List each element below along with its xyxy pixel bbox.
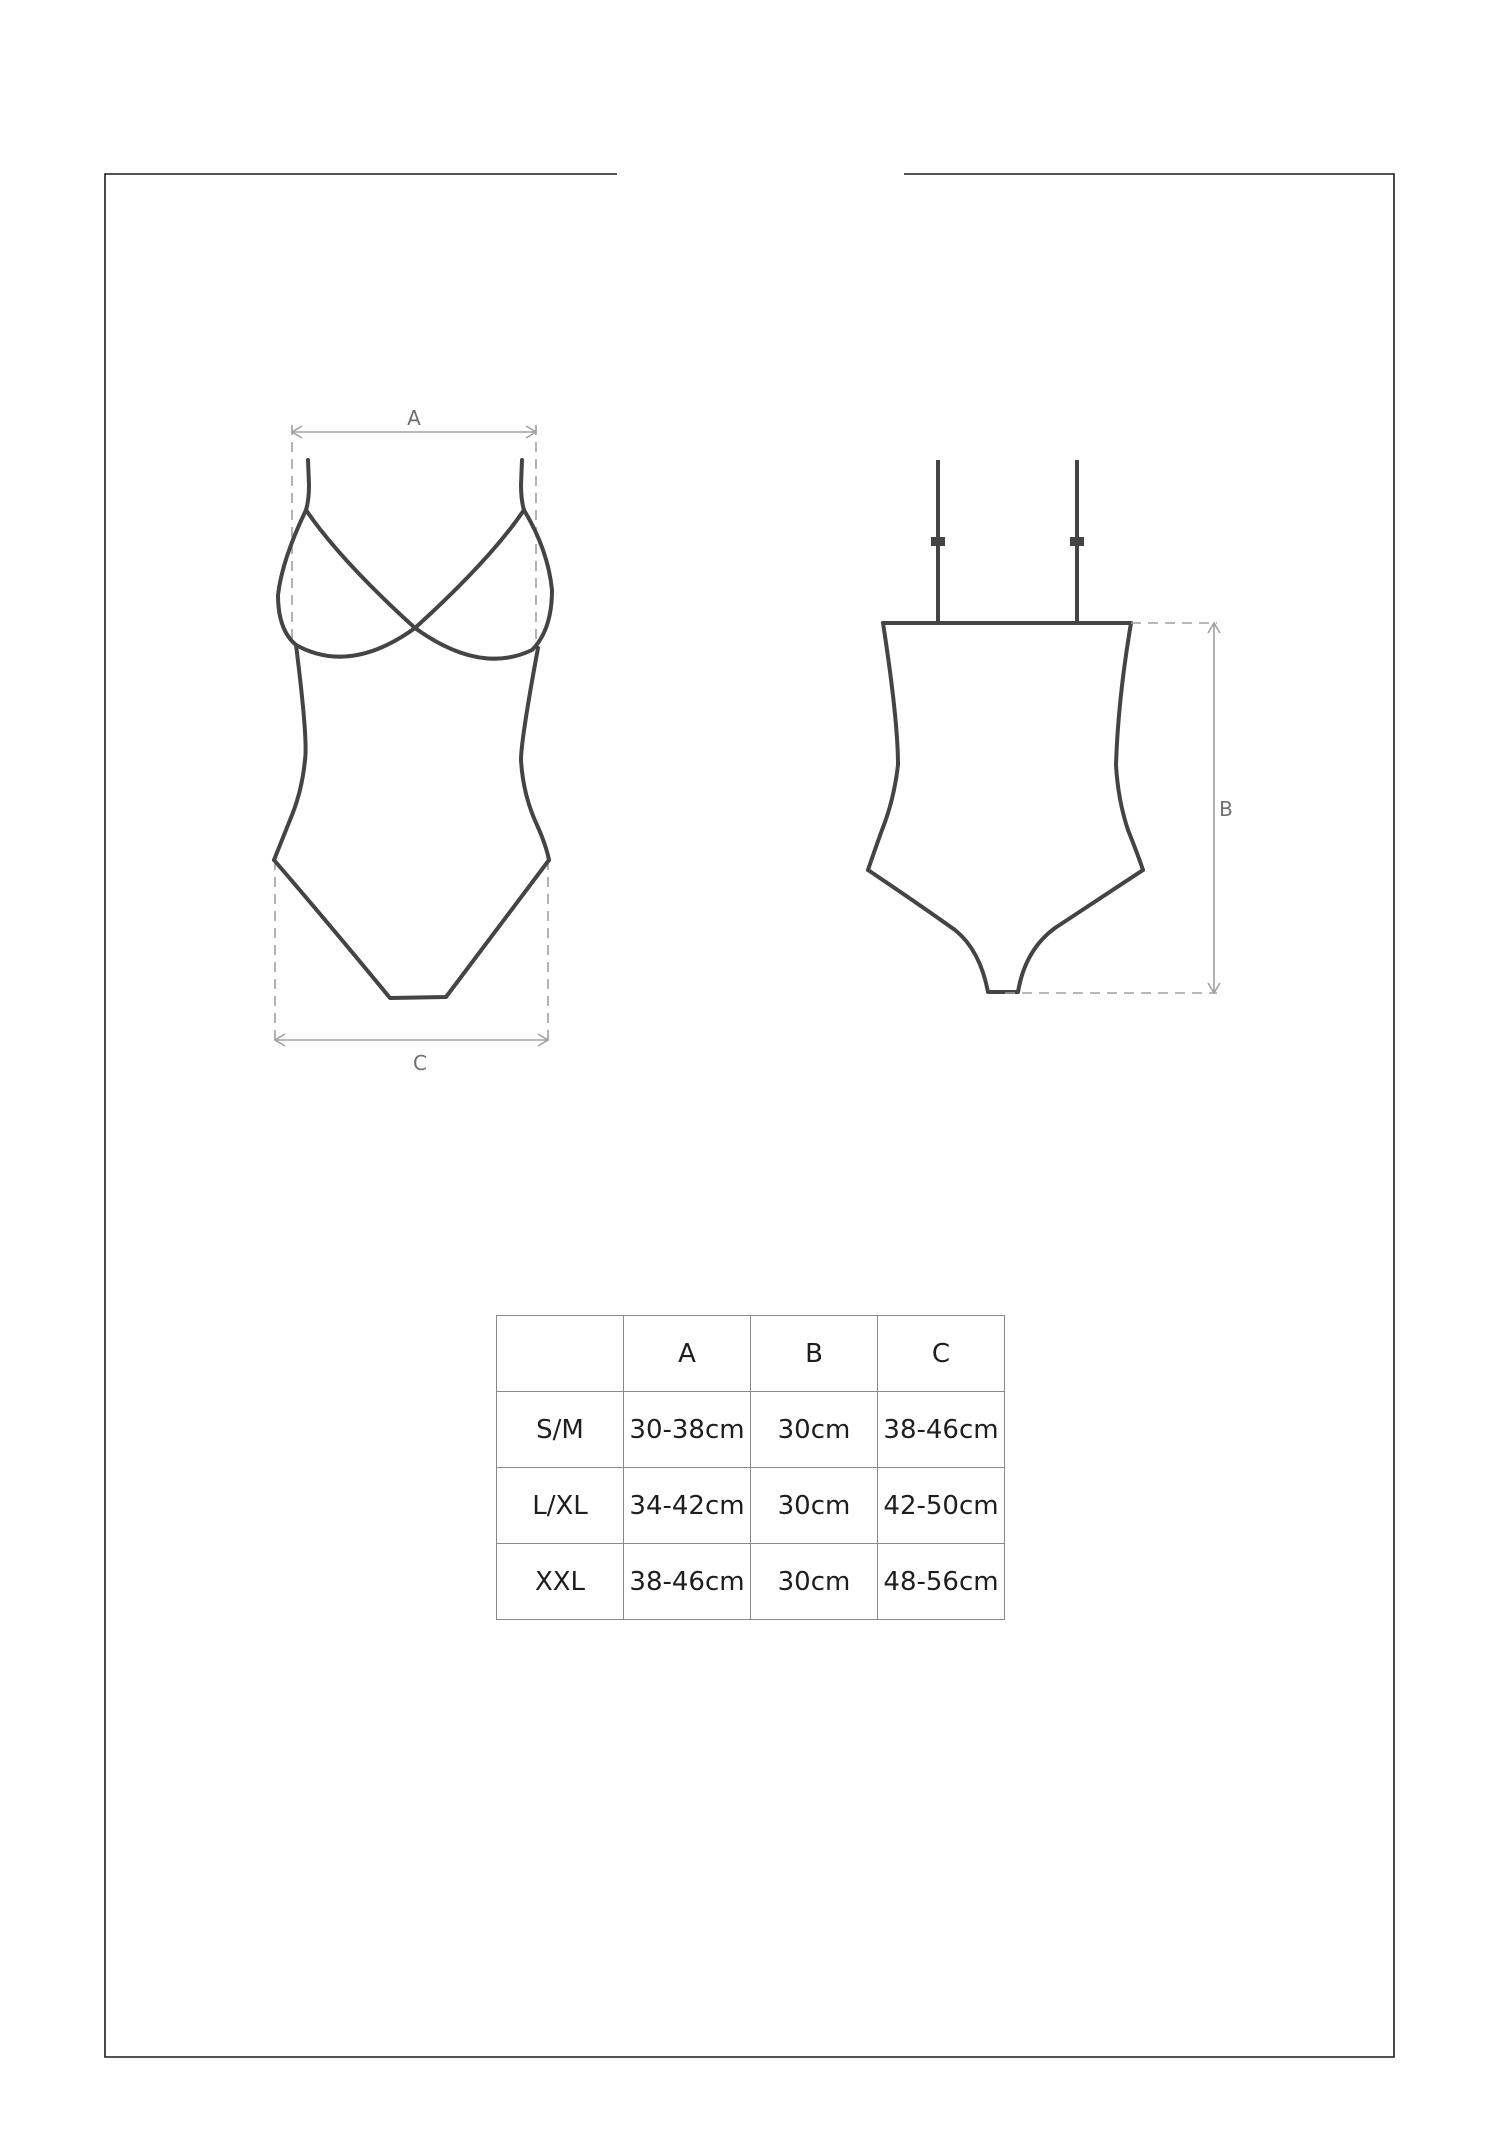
table-header-cell: B [751,1316,878,1392]
table-cell: 38-46cm [624,1544,751,1620]
table-cell: 30cm [751,1392,878,1468]
label-b: B [1219,797,1233,821]
table-cell: 48-56cm [878,1544,1005,1620]
table-cell: 42-50cm [878,1468,1005,1544]
dimension-c [275,860,548,1046]
table-row [497,1392,1005,1468]
table-header-cell [497,1316,624,1392]
table-row [497,1468,1005,1544]
front-view-bodysuit [274,406,552,1075]
dimension-a [292,425,536,640]
back-view-bodysuit [868,460,1233,993]
table-cell: 34-42cm [624,1468,751,1544]
size-chart-table [496,1315,1005,1620]
dimension-b [1005,623,1220,993]
size-cell: XXL [497,1544,624,1620]
table-cell: 30cm [751,1544,878,1620]
back-straps [938,460,1077,623]
back-outline [868,623,1143,992]
table-cell: 30cm [751,1468,878,1544]
size-cell: S/M [497,1392,624,1468]
table-row [497,1544,1005,1620]
label-a: A [407,406,421,430]
label-c: C [413,1051,427,1075]
table-cell: 38-46cm [878,1392,1005,1468]
strap-slider-icon [931,537,1084,546]
front-outline [274,460,552,998]
table-header-row [497,1316,1005,1392]
table-cell: 30-38cm [624,1392,751,1468]
table-header-cell: A [624,1316,751,1392]
page-border [105,174,1394,2057]
table-header-cell: C [878,1316,1005,1392]
size-cell: L/XL [497,1468,624,1544]
